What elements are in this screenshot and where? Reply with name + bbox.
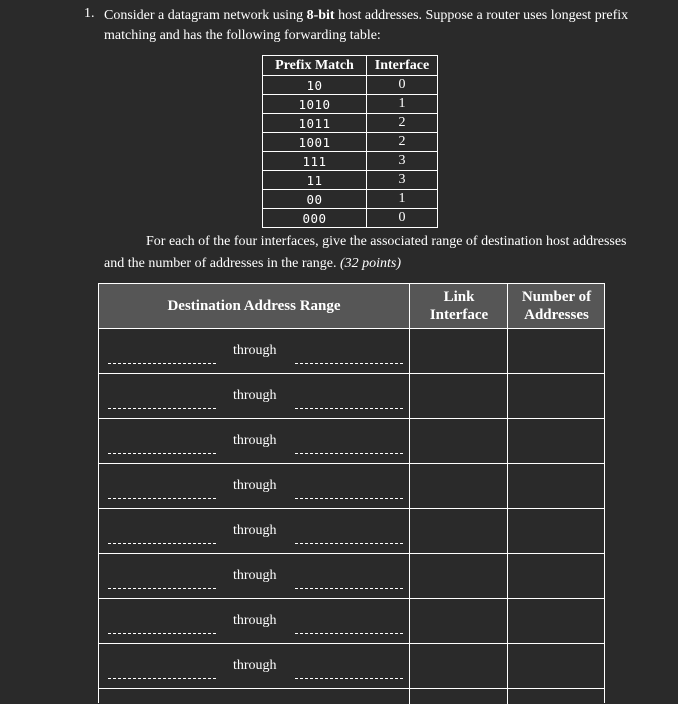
link-interface-cell[interactable]: [409, 599, 507, 643]
destination-range-header: Destination Address Range: [167, 297, 341, 314]
table-row: [263, 190, 438, 209]
link-interface-cell[interactable]: [409, 464, 507, 508]
points-label: (32 points): [339, 256, 402, 271]
through-label: through: [233, 433, 277, 448]
prefix-match-header: Prefix Match: [263, 56, 367, 76]
question-number: 1.: [84, 6, 95, 21]
range-start-blank[interactable]: [108, 664, 216, 679]
answer-row: [99, 509, 604, 554]
question-text-before: Consider a datagram network using: [104, 8, 307, 23]
link-interface-cell[interactable]: [409, 329, 507, 373]
answer-row: [99, 599, 604, 644]
answer-table-header: [99, 284, 604, 329]
through-label: through: [233, 523, 277, 538]
prefix-cell: 000: [263, 209, 367, 228]
num-header-line-2: Addresses: [524, 307, 589, 323]
range-start-blank[interactable]: [108, 349, 216, 364]
interface-cell: 0: [367, 209, 438, 228]
forwarding-table: [262, 55, 438, 228]
prefix-cell: 00: [263, 190, 367, 209]
table-row: [263, 152, 438, 171]
answer-row: [99, 374, 604, 419]
through-label: through: [233, 478, 277, 493]
range-end-blank[interactable]: [295, 529, 403, 544]
prefix-cell: 1011: [263, 114, 367, 133]
prefix-cell: 1010: [263, 95, 367, 114]
answer-row: [99, 464, 604, 509]
link-interface-cell[interactable]: [409, 374, 507, 418]
range-start-blank[interactable]: [108, 484, 216, 499]
prefix-cell: 11: [263, 171, 367, 190]
instructions-line-2: [104, 256, 401, 272]
address-count-cell[interactable]: [507, 419, 604, 463]
link-interface-cell[interactable]: [409, 554, 507, 598]
range-end-blank[interactable]: [295, 394, 403, 409]
answer-row: [99, 419, 604, 464]
answer-row: [99, 644, 604, 689]
interface-cell: 0: [367, 76, 438, 95]
table-row: [263, 76, 438, 95]
range-end-blank[interactable]: [295, 439, 403, 454]
link-interface-header: [409, 284, 508, 328]
range-end-blank[interactable]: [295, 484, 403, 499]
interface-cell: 2: [367, 114, 438, 133]
range-end-blank[interactable]: [295, 574, 403, 589]
column-divider: [409, 284, 410, 704]
interface-cell: 1: [367, 95, 438, 114]
range-start-blank[interactable]: [108, 439, 216, 454]
address-count-cell[interactable]: [507, 509, 604, 553]
num-header-line-1: Number of: [521, 289, 592, 305]
interface-header: Interface: [367, 56, 438, 76]
link-header-line-1: Link: [443, 289, 475, 305]
interface-cell: 3: [367, 171, 438, 190]
answer-table: [98, 283, 605, 703]
range-end-blank[interactable]: [295, 664, 403, 679]
address-count-cell[interactable]: [507, 599, 604, 643]
instructions-line-1: For each of the four interfaces, give the associated range of destination host addresses: [146, 234, 627, 249]
address-count-cell[interactable]: [507, 329, 604, 373]
interface-cell: 3: [367, 152, 438, 171]
table-row: [263, 133, 438, 152]
question-text-after: host addresses. Suppose a router uses longest prefix matching and has the following forwarding table:: [104, 8, 629, 43]
address-count-cell[interactable]: [507, 374, 604, 418]
range-start-blank[interactable]: [108, 394, 216, 409]
question-text: [104, 6, 652, 46]
column-divider: [507, 284, 508, 704]
prefix-cell: 1001: [263, 133, 367, 152]
range-end-blank[interactable]: [295, 619, 403, 634]
range-start-blank[interactable]: [108, 574, 216, 589]
answer-row: [99, 554, 604, 599]
question-bold-term: 8-bit: [306, 8, 335, 23]
number-of-addresses-header: [507, 284, 605, 328]
table-row: [263, 209, 438, 228]
link-interface-cell[interactable]: [409, 419, 507, 463]
range-start-blank[interactable]: [108, 619, 216, 634]
table-row: [263, 95, 438, 114]
interface-cell: 1: [367, 190, 438, 209]
through-label: through: [233, 568, 277, 583]
instructions-line-2-text: and the number of addresses in the range.: [104, 256, 340, 271]
link-interface-cell[interactable]: [409, 509, 507, 553]
address-count-cell[interactable]: [507, 554, 604, 598]
table-row: [263, 114, 438, 133]
range-end-blank[interactable]: [295, 349, 403, 364]
link-header-line-2: Interface: [429, 307, 489, 323]
table-row: [263, 171, 438, 190]
prefix-cell: 10: [263, 76, 367, 95]
prefix-cell: 111: [263, 152, 367, 171]
through-label: through: [233, 388, 277, 403]
answer-row: [99, 329, 604, 374]
through-label: through: [233, 343, 277, 358]
link-interface-cell[interactable]: [409, 644, 507, 688]
address-count-cell[interactable]: [507, 464, 604, 508]
through-label: through: [233, 658, 277, 673]
address-count-cell[interactable]: [507, 644, 604, 688]
through-label: through: [233, 613, 277, 628]
range-start-blank[interactable]: [108, 529, 216, 544]
interface-cell: 2: [367, 133, 438, 152]
